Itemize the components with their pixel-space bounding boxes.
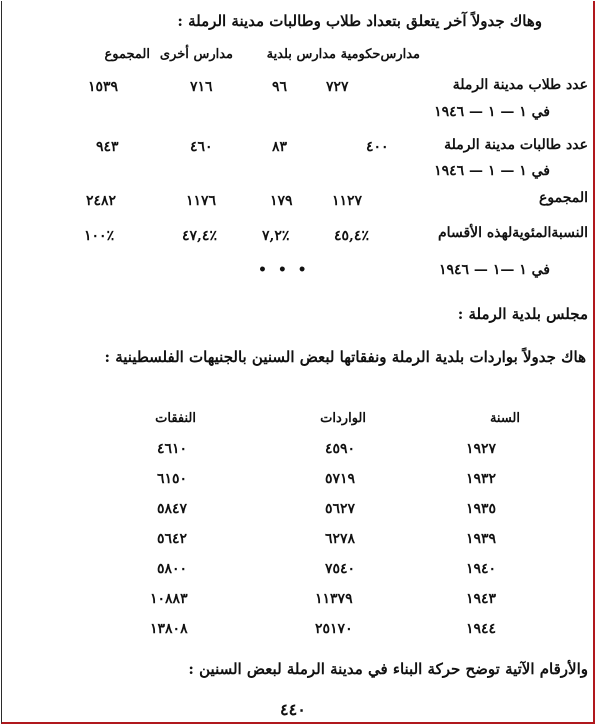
finance-year: ١٩٢٧ — [466, 441, 497, 457]
row-percent-total: ١٠٠٪ — [84, 228, 115, 244]
council-heading: مجلس بلدية الرملة : — [457, 305, 588, 323]
finance-header-year: السنة — [489, 411, 520, 426]
finance-expenses: ٦١٥٠ — [157, 471, 188, 487]
finance-expenses: ٤٦١٠ — [157, 441, 188, 457]
row-total-label: المجموع — [539, 190, 588, 206]
row-male-municipal: ٩٦ — [272, 79, 288, 95]
finance-year: ١٩٤٣ — [466, 591, 497, 607]
row-male-other: ٧١٦ — [190, 79, 213, 95]
row-percent-other: ٤٧,٤٪ — [182, 228, 217, 244]
finance-revenue: ٥٧١٩ — [325, 471, 356, 487]
finance-year: ١٩٤٠ — [466, 561, 497, 577]
finance-expenses: ١٣٨٠٨ — [150, 621, 188, 637]
finance-expenses: ١٠٨٨٣ — [150, 591, 188, 607]
row-percent-label: النسبة‌المئوية‌لهذه الأقسام — [438, 225, 588, 241]
header-total: المجموع — [104, 47, 150, 62]
building-paragraph: والأرقام الآتية توضح حركة البناء في مدينة الرملة لبعض السنين : — [188, 660, 588, 678]
row-total-municipal: ١٧٩ — [270, 193, 293, 209]
row-female-total: ٩٤٣ — [96, 139, 119, 155]
row-male-gov: ٧٢٧ — [326, 79, 349, 95]
finance-revenue: ٧٥٤٠ — [325, 561, 356, 577]
row-total-gov: ١١٢٧ — [332, 193, 363, 209]
row-female-municipal: ٨٣ — [272, 139, 288, 155]
finance-expenses: ٥٨٤٧ — [157, 501, 188, 517]
intro-heading: وهاك جدولاً آخر يتعلق بتعداد طلاب وطالبات مدينة الرملة : — [177, 12, 542, 30]
row-male-date: في ١ — ١ — ١٩٤٦ — [434, 104, 550, 120]
row-total-total: ٢٤٨٢ — [86, 193, 117, 209]
row-male-label: عدد طلاب مدينة الرملة — [452, 77, 588, 93]
row-male-total: ١٥٣٩ — [88, 79, 119, 95]
finance-header-expenses: النفقات — [155, 411, 196, 426]
finance-revenue: ٢٥١٧٠ — [315, 621, 353, 637]
row-total-other: ١١٧٦ — [186, 193, 217, 209]
row-female-other: ٤٦٠ — [190, 139, 213, 155]
row-female-gov: ٤٠٠ — [366, 139, 389, 155]
finance-header-revenue: الواردات — [320, 411, 366, 426]
header-municipal-schools: مدارس بلدية — [266, 47, 336, 62]
row-female-label: عدد طالبات مدينة الرملة — [444, 137, 588, 153]
row-percent-gov: ٤٥,٤٪ — [334, 228, 369, 244]
finance-year: ١٩٣٥ — [466, 501, 497, 517]
finance-revenue: ٥٦٢٧ — [325, 501, 356, 517]
finance-revenue: ٦٢٧٨ — [325, 531, 356, 547]
row-female-date: في ١ — ١ — ١٩٤٦ — [434, 163, 550, 179]
ellipsis-dots: • • • — [258, 262, 310, 278]
finance-expenses: ٥٨٠٠ — [157, 561, 188, 577]
finance-year: ١٩٤٤ — [466, 621, 497, 637]
council-paragraph: هاك جدولاً بواردات بلدية الرملة ونفقاتها لبعض السنين بالجنيهات الفلسطينية : — [104, 348, 586, 366]
page-number: ٤٤٠ — [280, 700, 306, 719]
finance-revenue: ٤٥٩٠ — [325, 441, 356, 457]
finance-expenses: ٥٦٤٢ — [157, 531, 188, 547]
header-other-schools: مدارس أخرى — [159, 47, 233, 62]
finance-revenue: ١١٣٧٩ — [315, 591, 353, 607]
header-gov-schools: مدارس‌حكومية — [340, 47, 420, 62]
row-percent-municipal: ٧,٢٪ — [262, 228, 290, 244]
finance-year: ١٩٣٩ — [466, 531, 497, 547]
finance-year: ١٩٣٢ — [466, 471, 497, 487]
row-percent-date: في ١ —١ — ١٩٤٦ — [438, 262, 550, 278]
